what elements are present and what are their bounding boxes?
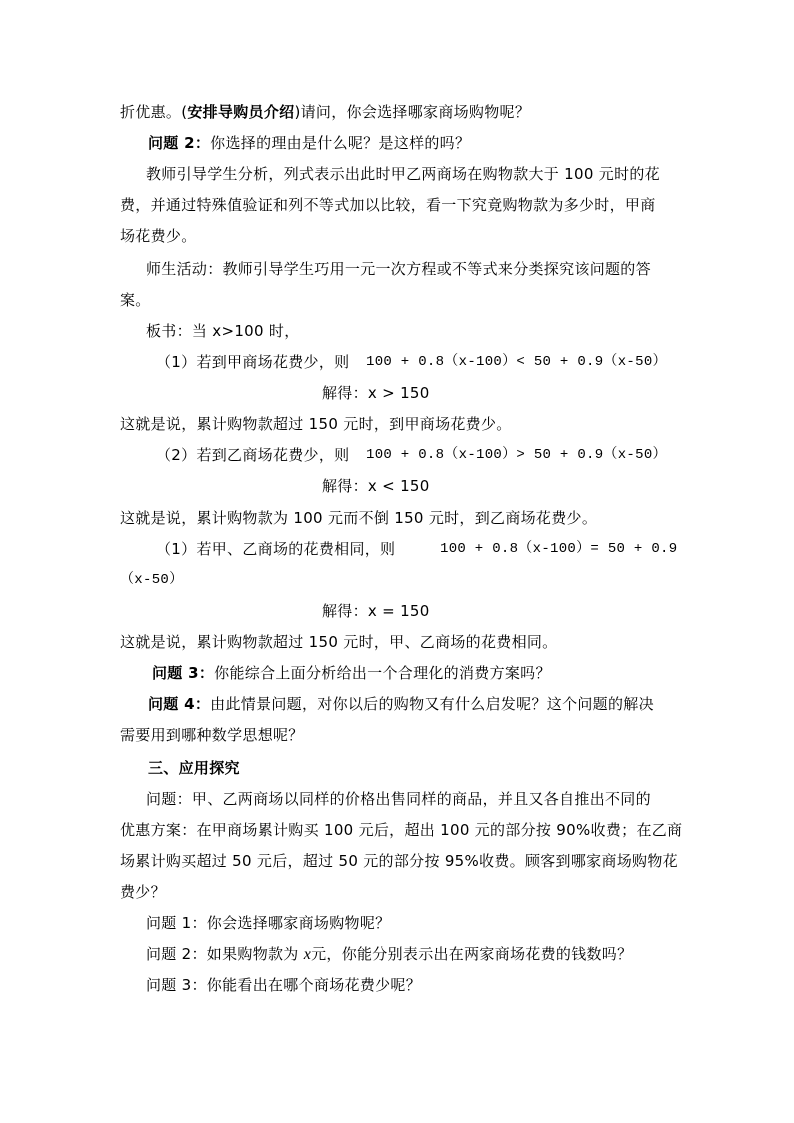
- question-4-line: [148, 694, 654, 714]
- paragraph-line: 案。: [120, 291, 151, 309]
- solution-2: 解得：x < 150: [322, 477, 430, 495]
- text: 折优惠。(: [120, 103, 188, 121]
- text: 你选择的理由是什么呢？是这样的吗？: [210, 134, 471, 152]
- question-label: 问题 3：: [152, 664, 215, 682]
- question-3-line: [152, 663, 551, 683]
- paragraph-line: 场累计购买超过 50 元后，超过 50 元的部分按 95%收费。顾客到哪家商场购物花: [120, 852, 678, 870]
- question-label: 问题 2：: [148, 134, 211, 152]
- solution-1: 解得：x > 150: [322, 384, 430, 402]
- equation-3-cont: （x-50）: [120, 572, 184, 588]
- inequality-1: 100 + 0.8（x-100）< 50 + 0.9（x-50）: [366, 354, 667, 370]
- text: （2）若到乙商场花费少，则: [156, 446, 350, 464]
- text: 元，你能分别表示出在两家商场花费的钱数吗？: [311, 945, 633, 963]
- bold-text: 安排导购员介绍: [187, 103, 295, 121]
- text: （1）若甲、乙商场的花费相同，则: [156, 540, 396, 558]
- question-line: 问题 3：你能看出在哪个商场花费少呢？: [146, 976, 422, 994]
- question-line: [146, 944, 632, 965]
- text: )请问，你会选择哪家商场购物呢？: [294, 103, 531, 121]
- question-2-line: [148, 133, 470, 153]
- inequality-2: 100 + 0.8（x-100）> 50 + 0.9（x-50）: [366, 447, 667, 463]
- equation-3: 100 + 0.8（x-100）= 50 + 0.9: [440, 541, 678, 557]
- paragraph-line: 需要用到哪种数学思想呢？: [120, 726, 304, 744]
- variable-x: x: [303, 946, 312, 963]
- question-line: 问题 1：你会选择哪家商场购物呢？: [146, 914, 391, 932]
- text: 你能综合上面分析给出一个合理化的消费方案吗？: [214, 664, 551, 682]
- paragraph-line: 师生活动：教师引导学生巧用一元一次方程或不等式来分类探究该问题的答: [146, 260, 651, 278]
- paragraph-line: 这就是说，累计购物款超过 150 元时，甲、乙商场的花费相同。: [120, 633, 558, 651]
- text: 由此情景问题，对你以后的购物又有什么启发呢？这个问题的解决: [210, 695, 654, 713]
- paragraph-line: 问题：甲、乙两商场以同样的价格出售同样的商品，并且又各自推出不同的: [146, 790, 651, 808]
- case-2-line: [156, 445, 349, 465]
- paragraph-line: [120, 102, 530, 122]
- paragraph-line: 这就是说，累计购物款超过 150 元时，到甲商场花费少。: [120, 415, 512, 433]
- board-line: 板书：当 x>100 时，: [146, 322, 300, 340]
- paragraph-line: 场花费少。: [120, 227, 197, 245]
- text: 问题 2：如果购物款为: [146, 945, 304, 963]
- section-heading: 三、应用探究: [148, 759, 240, 777]
- paragraph-line: 这就是说，累计购物款为 100 元而不倒 150 元时，到乙商场花费少。: [120, 509, 598, 527]
- paragraph-line: 优惠方案：在甲商场累计购买 100 元后，超出 100 元的部分按 90%收费；在乙商: [120, 821, 683, 839]
- solution-3: 解得：x = 150: [322, 602, 430, 620]
- text: （1）若到甲商场花费少，则: [156, 353, 350, 371]
- case-3-line: [156, 539, 395, 559]
- question-label: 问题 4：: [148, 695, 211, 713]
- paragraph-line: 教师引导学生分析，列式表示出此时甲乙两商场在购物款大于 100 元时的花: [146, 165, 660, 183]
- case-1-line: [156, 352, 349, 372]
- paragraph-line: 费少？: [120, 883, 166, 901]
- paragraph-line: 费，并通过特殊值验证和列不等式加以比较，看一下究竟购物款为多少时，甲商: [120, 196, 656, 214]
